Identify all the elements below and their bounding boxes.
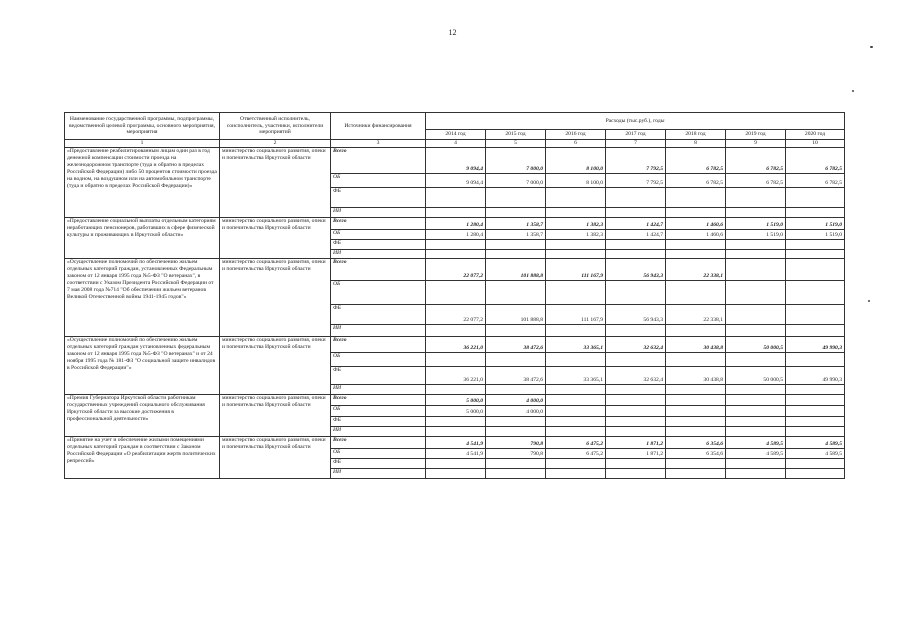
expense-value: 38 472,6: [486, 337, 546, 353]
column-number: 3: [331, 140, 426, 148]
header-executor: Ответственный исполнитель, соисполнитель, участники, исполнители мероприятий: [220, 113, 331, 140]
expense-value: 6 782,5: [726, 174, 786, 188]
funding-source: Всего: [331, 337, 426, 353]
expense-value: [726, 208, 786, 218]
expense-value: [426, 325, 486, 337]
expense-value: 33 365,1: [546, 367, 606, 385]
funding-source: ОБ: [331, 281, 426, 305]
expense-value: [606, 250, 666, 259]
header-year: 2020 год: [786, 130, 845, 140]
funding-source: Всего: [331, 259, 426, 281]
expense-value: [726, 353, 786, 367]
expense-value: 9 094,4: [426, 148, 486, 174]
measure-executor: министерство социального развития, опеки и попечительства Иркутской области: [220, 395, 331, 437]
expense-value: [666, 427, 726, 437]
expense-value: [786, 406, 845, 417]
funding-source: ИИ: [331, 250, 426, 259]
expense-value: [486, 385, 546, 395]
expense-value: [726, 406, 786, 417]
expense-value: [486, 427, 546, 437]
table-row: [65, 437, 845, 449]
expense-value: [666, 240, 726, 250]
expense-value: 4 000,0: [486, 406, 546, 417]
table-row: [65, 337, 845, 353]
expense-value: 1 519,0: [726, 218, 786, 230]
expense-value: [786, 353, 845, 367]
column-number: 1: [65, 140, 220, 148]
expense-value: 790,8: [486, 437, 546, 449]
expense-value: [666, 208, 726, 218]
column-number: 7: [606, 140, 666, 148]
expense-value: 1 358,7: [486, 218, 546, 230]
expense-value: 7 792,5: [606, 148, 666, 174]
funding-source: ИИ: [331, 325, 426, 337]
expense-value: 1 871,2: [606, 449, 666, 459]
expense-value: 7 000,0: [486, 174, 546, 188]
expense-value: [726, 305, 786, 325]
funding-source: ФБ: [331, 188, 426, 208]
expense-value: 7 000,0: [486, 148, 546, 174]
expense-value: [726, 427, 786, 437]
expense-value: 4 541,9: [426, 437, 486, 449]
expense-value: [606, 240, 666, 250]
table-row: [65, 395, 845, 406]
funding-source: ИИ: [331, 469, 426, 479]
expense-value: [666, 385, 726, 395]
expense-value: 9 094,4: [426, 174, 486, 188]
expense-value: [426, 459, 486, 469]
expense-value: 36 221,0: [426, 337, 486, 353]
expense-value: 6 354,6: [666, 449, 726, 459]
header-year: 2016 год: [546, 130, 606, 140]
funding-source: ИИ: [331, 385, 426, 395]
expense-value: [786, 240, 845, 250]
expense-value: [606, 406, 666, 417]
expense-value: 1 519,0: [786, 218, 845, 230]
expense-value: 5 000,0: [426, 395, 486, 406]
expense-value: [726, 188, 786, 208]
expense-value: [546, 208, 606, 218]
expense-value: 7 792,5: [606, 174, 666, 188]
expense-value: [666, 250, 726, 259]
expense-value: 38 472,6: [486, 367, 546, 385]
funding-source: ФБ: [331, 417, 426, 427]
expense-value: [426, 427, 486, 437]
expense-value: [606, 353, 666, 367]
expense-value: 111 167,9: [546, 259, 606, 281]
expense-value: [606, 469, 666, 479]
expense-value: [786, 417, 845, 427]
expense-value: [606, 188, 666, 208]
expense-value: [786, 250, 845, 259]
expense-value: [486, 469, 546, 479]
expense-value: 56 943,3: [606, 305, 666, 325]
measure-executor: министерство социального развития, опеки и попечительства Иркутской области: [220, 148, 331, 218]
expense-value: [786, 385, 845, 395]
expense-value: 1 424,7: [606, 218, 666, 230]
expense-value: [606, 281, 666, 305]
funding-source: Всего: [331, 218, 426, 230]
expense-value: 30 438,8: [666, 367, 726, 385]
expense-value: 56 943,3: [606, 259, 666, 281]
budget-table: [64, 112, 845, 479]
expense-value: 111 167,9: [546, 305, 606, 325]
expense-value: [486, 459, 546, 469]
expense-value: 1 280,4: [426, 218, 486, 230]
scan-speck: [852, 90, 854, 92]
expense-value: 32 632,4: [606, 367, 666, 385]
expense-value: [426, 240, 486, 250]
funding-source: ОБ: [331, 174, 426, 188]
funding-source: ФБ: [331, 305, 426, 325]
header-year: 2018 год: [666, 130, 726, 140]
expense-value: [546, 250, 606, 259]
expense-value: [666, 469, 726, 479]
expense-value: 6 475,2: [546, 449, 606, 459]
page-number: 12: [448, 28, 457, 37]
expense-value: [606, 395, 666, 406]
expense-value: 6 782,5: [726, 148, 786, 174]
scan-speck: [870, 46, 873, 48]
expense-value: 8 100,0: [546, 174, 606, 188]
expense-value: [486, 208, 546, 218]
expense-value: 101 888,8: [486, 259, 546, 281]
measure-name: «Предоставление социальной выплаты отдельным категориям неработающих пенсионеров, работавших в сфере физической культуры и проживающих в Иркутской области»: [65, 218, 220, 259]
funding-source: Всего: [331, 437, 426, 449]
funding-source: ИИ: [331, 208, 426, 218]
expense-value: 1 382,3: [546, 218, 606, 230]
funding-source: ИИ: [331, 427, 426, 437]
expense-value: [666, 459, 726, 469]
expense-value: [546, 459, 606, 469]
expense-value: 22 077,2: [426, 259, 486, 281]
expense-value: [546, 427, 606, 437]
expense-value: [606, 459, 666, 469]
expense-value: 50 000,5: [726, 337, 786, 353]
expense-value: [546, 395, 606, 406]
expense-value: 49 990,3: [786, 367, 845, 385]
table-row: [65, 218, 845, 230]
expense-value: [426, 250, 486, 259]
funding-source: ОБ: [331, 449, 426, 459]
expense-value: 4 589,5: [726, 449, 786, 459]
expense-value: [546, 406, 606, 417]
expense-value: [486, 240, 546, 250]
expense-value: 50 000,5: [726, 367, 786, 385]
expense-value: [546, 325, 606, 337]
expense-value: 22 077,2: [426, 305, 486, 325]
column-numbers: [65, 140, 845, 148]
expense-value: 33 365,1: [546, 337, 606, 353]
header-source: Источники финансирования: [331, 113, 426, 140]
expense-value: [606, 385, 666, 395]
expense-value: 6 354,6: [666, 437, 726, 449]
expense-value: [726, 469, 786, 479]
expense-value: 1 358,7: [486, 230, 546, 240]
expense-value: 1 424,7: [606, 230, 666, 240]
column-number: 10: [786, 140, 845, 148]
expense-value: [786, 188, 845, 208]
expense-value: 36 221,0: [426, 367, 486, 385]
funding-source: ФБ: [331, 240, 426, 250]
header-year: 2019 год: [726, 130, 786, 140]
expense-value: [546, 469, 606, 479]
expense-value: [666, 406, 726, 417]
expense-value: [726, 417, 786, 427]
expense-value: [666, 281, 726, 305]
table-body: [65, 148, 845, 479]
expense-value: [726, 325, 786, 337]
funding-source: Всего: [331, 395, 426, 406]
expense-value: 6 782,5: [666, 174, 726, 188]
header-year: 2017 год: [606, 130, 666, 140]
expense-value: [486, 417, 546, 427]
expense-value: 30 438,8: [666, 337, 726, 353]
expense-value: [606, 427, 666, 437]
expense-value: [546, 240, 606, 250]
expense-value: [486, 325, 546, 337]
expense-value: [786, 281, 845, 305]
funding-source: ФБ: [331, 459, 426, 469]
expense-value: [546, 281, 606, 305]
column-number: 9: [726, 140, 786, 148]
expense-value: 4 589,5: [786, 449, 845, 459]
header-expenses: Расходы (тыс.руб.), годы: [426, 113, 845, 130]
expense-value: 4 589,5: [726, 437, 786, 449]
expense-value: [486, 353, 546, 367]
expense-value: [666, 417, 726, 427]
expense-value: [786, 305, 845, 325]
expense-value: [786, 325, 845, 337]
column-number: 6: [546, 140, 606, 148]
expense-value: 8 100,0: [546, 148, 606, 174]
column-number: 2: [220, 140, 331, 148]
expense-value: [786, 259, 845, 281]
expense-value: 1 519,0: [726, 230, 786, 240]
expense-value: [726, 385, 786, 395]
expense-value: 1 871,2: [606, 437, 666, 449]
expense-value: [426, 469, 486, 479]
measure-executor: министерство социального развития, опеки и попечительства Иркутской области: [220, 218, 331, 259]
expense-value: [666, 325, 726, 337]
funding-source: ОБ: [331, 406, 426, 417]
expense-value: [726, 459, 786, 469]
measure-executor: министерство социального развития, опеки и попечительства Иркутской области: [220, 259, 331, 337]
expense-value: [546, 417, 606, 427]
funding-source: Всего: [331, 148, 426, 174]
header-year: 2015 год: [486, 130, 546, 140]
expense-value: 101 888,8: [486, 305, 546, 325]
measure-name: «Осуществление полномочий по обеспечению жильем отдельных категорий граждан, установленных Федеральным законом от 12 января 1995 года №5-ФЗ "О ветеранах", в соответствии с Указом Президента Российской Федерации от 7 мая 2008 года №714 "Об обеспечении жильем ветеранов Великой Отечественной войны 1941-1945 годов"»: [65, 259, 220, 337]
expense-value: 6 475,2: [546, 437, 606, 449]
header-name: Наименование государственной программы, подпрограммы, ведомственной целевой программы, основного мероприятия, мероприятия: [65, 113, 220, 140]
column-number: 4: [426, 140, 486, 148]
funding-source: ОБ: [331, 353, 426, 367]
expense-value: 6 782,5: [786, 148, 845, 174]
expense-value: [606, 325, 666, 337]
measure-name: «Принятие на учет и обеспечение жилыми помещениями отдельных категорий граждан в соответствии с Законом Российской Федерации «О реабилитации жертв политических репрессий»: [65, 437, 220, 479]
measure-name: «Осуществление полномочий по обеспечению жильем отдельных категорий граждан установленных федеральным законом от 12 января 1995 года №5-ФЗ "О ветеранах" и от 24 ноября 1995 года № 181-ФЗ "О социальной защите инвалидов в Российской Федерации"»: [65, 337, 220, 395]
expense-value: [666, 395, 726, 406]
expense-value: [486, 250, 546, 259]
expense-value: 4 541,9: [426, 449, 486, 459]
measure-name: «Премия Губернатора Иркутской области работникам государственных учреждений социального обслуживания Иркутской области за высокие достижения в профессиональной деятельности»: [65, 395, 220, 437]
expense-value: [606, 208, 666, 218]
expense-value: [786, 469, 845, 479]
expense-value: 1 460,6: [666, 218, 726, 230]
table-row: [65, 148, 845, 174]
expense-value: 22 338,1: [666, 259, 726, 281]
expense-value: 1 280,4: [426, 230, 486, 240]
expense-value: [546, 188, 606, 208]
measure-executor: министерство социального развития, опеки и попечительства Иркутской области: [220, 337, 331, 395]
measure-name: «Предоставление реабилитированным лицам один раз в год денежной компенсации стоимости проезда на железнодорожном транспорте (туда и обратно в пределах Российской Федерации) либо 50 процентов стоимости проезда на водном, на воздушном или на автомобильном транспорте (туда и обратно в пределах Российской Федерации)»: [65, 148, 220, 218]
expense-value: [426, 188, 486, 208]
expense-value: 1 382,3: [546, 230, 606, 240]
expense-value: [726, 259, 786, 281]
expense-value: [726, 240, 786, 250]
expense-value: 6 782,5: [786, 174, 845, 188]
funding-source: ОБ: [331, 230, 426, 240]
measure-executor: министерство социального развития, опеки и попечительства Иркутской области: [220, 437, 331, 479]
expense-value: [786, 459, 845, 469]
expense-value: [726, 250, 786, 259]
expense-value: [666, 353, 726, 367]
expense-value: 49 990,3: [786, 337, 845, 353]
expense-value: [486, 281, 546, 305]
expense-value: [726, 395, 786, 406]
expense-value: [426, 417, 486, 427]
expense-value: 32 632,4: [606, 337, 666, 353]
expense-value: [786, 427, 845, 437]
funding-source: ФБ: [331, 367, 426, 385]
expense-value: 6 782,5: [666, 148, 726, 174]
expense-value: [666, 188, 726, 208]
expense-value: [786, 208, 845, 218]
expense-value: [426, 353, 486, 367]
scan-speck: [868, 300, 870, 302]
expense-value: [426, 385, 486, 395]
expense-value: [426, 208, 486, 218]
expense-value: 5 000,0: [426, 406, 486, 417]
expense-value: [486, 188, 546, 208]
expense-value: 1 519,0: [786, 230, 845, 240]
expense-value: [786, 395, 845, 406]
expense-value: [546, 353, 606, 367]
column-number: 8: [666, 140, 726, 148]
expense-value: 22 338,1: [666, 305, 726, 325]
expense-value: [726, 281, 786, 305]
expense-value: [606, 417, 666, 427]
expense-value: [546, 385, 606, 395]
expense-value: 1 460,6: [666, 230, 726, 240]
expense-value: 4 589,5: [786, 437, 845, 449]
expense-value: 4 000,0: [486, 395, 546, 406]
column-number: 5: [486, 140, 546, 148]
expense-value: 790,8: [486, 449, 546, 459]
expense-value: [426, 281, 486, 305]
table-row: [65, 259, 845, 281]
header-year: 2014 год: [426, 130, 486, 140]
